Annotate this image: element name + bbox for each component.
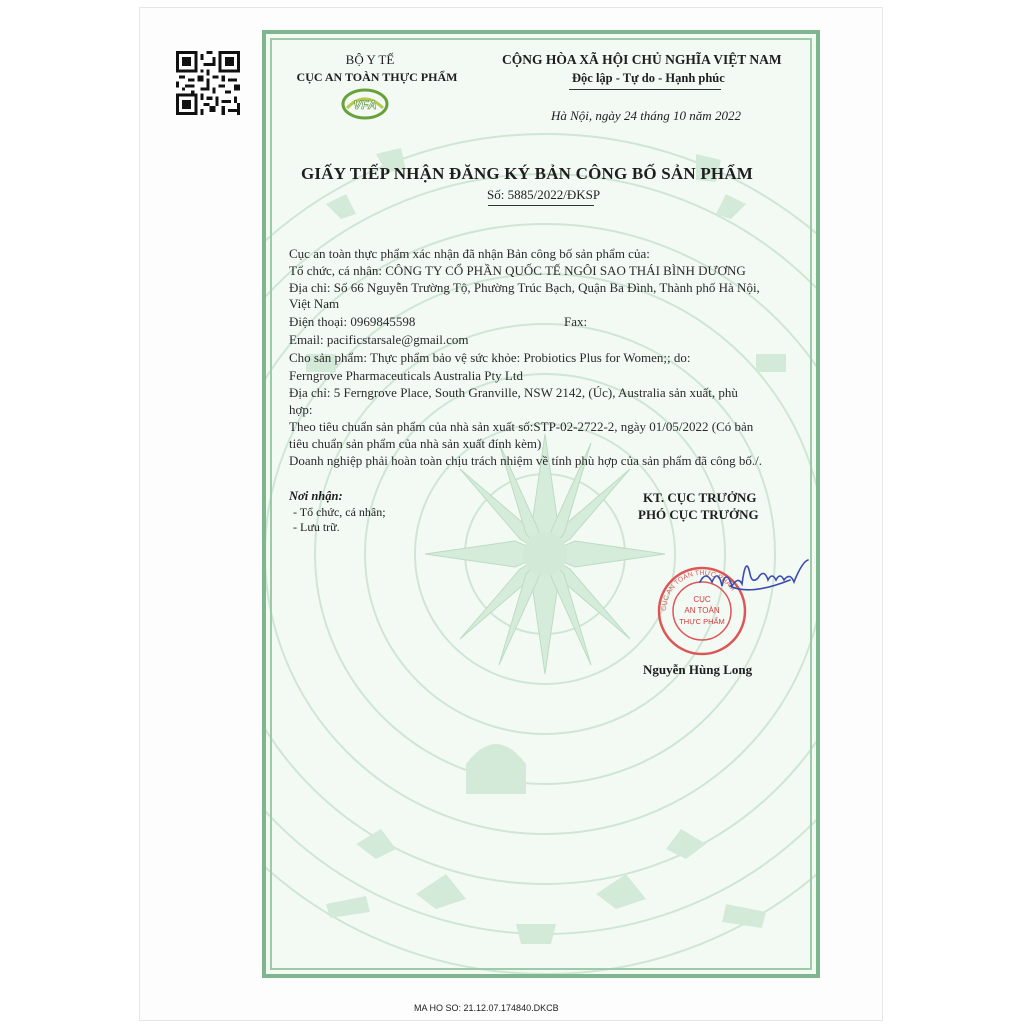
qr-code (176, 51, 240, 115)
department-name: CỤC AN TOÀN THỰC PHẨM (296, 70, 458, 84)
body-line-1: Cục an toàn thực phẩm xác nhận đã nhận Bản công bố sản phẩm của: (289, 246, 650, 261)
place-date: Hà Nội, ngày 24 tháng 10 năm 2022 (551, 108, 741, 123)
email-line: Email: pacificstarsale@gmail.com (289, 332, 469, 347)
country-name: CỘNG HÒA XÃ HỘI CHỦ NGHĨA VIỆT NAM (502, 52, 782, 67)
ministry-name: BỘ Y TẾ (345, 52, 395, 67)
vfa-logo-text: VFA (353, 98, 377, 112)
vfa-logo (341, 86, 389, 122)
seal-ring-text: CỤC AN TOÀN THỰC PHẨM (660, 569, 737, 612)
fax-line: Fax: (564, 314, 588, 329)
signer-role-1: KT. CỤC TRƯỞNG (643, 490, 757, 505)
address-line: Địa chỉ: Số 66 Nguyễn Trường Tộ, Phường Trúc Bạch, Quận Ba Đình, Thành phố Hà Nội, (289, 280, 760, 295)
product-line: Cho sản phẩm: Thực phẩm bảo vệ sức khỏe: Probiotics Plus for Women;; do: (289, 350, 691, 365)
document-number: Số: 5885/2022/ĐKSP (487, 187, 601, 202)
handwritten-signature (690, 556, 838, 598)
document-title: GIẤY TIẾP NHẬN ĐĂNG KÝ BẢN CÔNG BỐ SẢN PHẨM (301, 164, 754, 183)
number-underline (488, 205, 594, 206)
seal-line-3: THỰC PHẨM (679, 617, 725, 626)
standard-line: Theo tiêu chuẩn sản phẩm của nhà sản xuất số:STP-02-2722-2, ngày 01/05/2022 (Có bản (289, 419, 754, 434)
recipients-label: Nơi nhận: (289, 489, 343, 503)
recipient-item: - Tổ chức, cá nhân; (293, 505, 386, 519)
organization-line: Tổ chức, cá nhân: CÔNG TY CỔ PHẦN QUỐC TẾ NGÔI SAO THÁI BÌNH DƯƠNG (289, 263, 746, 278)
recipient-item: - Lưu trữ. (293, 520, 340, 534)
seal-line-2: AN TOÀN (684, 606, 720, 615)
manufacturer-address-line: Địa chỉ: 5 Ferngrove Place, South Granville, NSW 2142, (Úc), Australia sản xuất, phù (289, 385, 738, 400)
signer-name: Nguyễn Hùng Long (643, 662, 753, 677)
responsibility-line: Doanh nghiệp phải hoàn toàn chịu trách nhiệm về tính phù hợp của sản phẩm đã công bố./. (289, 453, 762, 468)
motto-underline (569, 89, 721, 90)
standard-line-2: tiêu chuẩn sản phẩm của nhà sản xuất đính kèm) (289, 436, 542, 451)
file-code: MA HO SO: 21.12.07.174840.DKCB (414, 1003, 559, 1013)
address-line-2: Việt Nam (289, 296, 340, 311)
manufacturer-address-line-2: hợp: (289, 402, 313, 417)
national-motto: Độc lập - Tự do - Hạnh phúc (572, 71, 725, 85)
manufacturer-line: Ferngrove Pharmaceuticals Australia Pty Ltd (289, 368, 523, 383)
seal-line-1: CỤC (693, 595, 711, 604)
signer-role-2: PHÓ CỤC TRƯỞNG (638, 507, 759, 522)
phone-line: Điện thoại: 0969845598 (289, 314, 416, 329)
